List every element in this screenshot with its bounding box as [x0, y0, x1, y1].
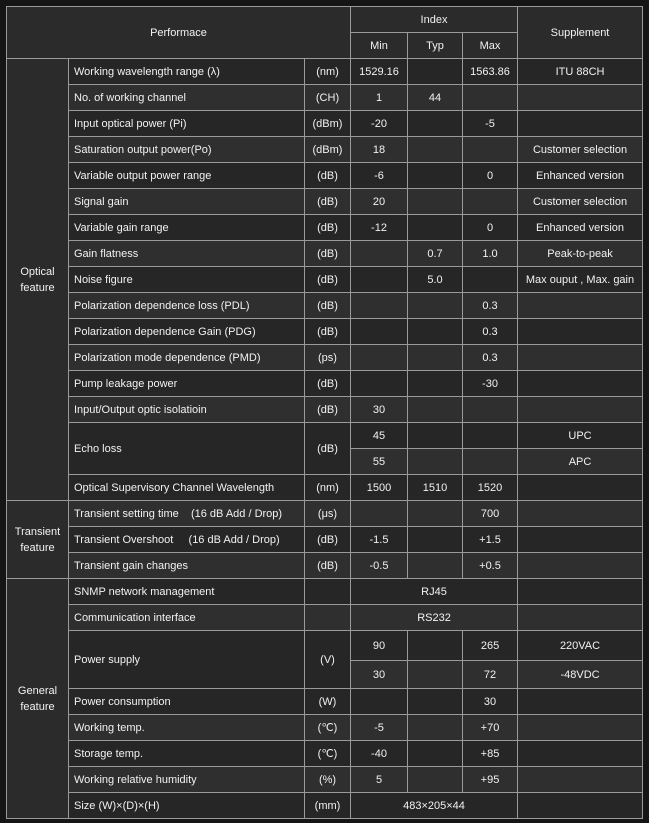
param-cell: Pump leakage power	[69, 371, 305, 397]
supplement-cell	[518, 319, 643, 345]
typ-cell	[408, 293, 463, 319]
typ-cell	[408, 767, 463, 793]
max-cell: -5	[463, 111, 518, 137]
min-cell: 5	[351, 767, 408, 793]
param-cell: No. of working channel	[69, 85, 305, 111]
max-cell: +0.5	[463, 553, 518, 579]
index-header: Index	[351, 7, 518, 33]
param-cell: Power supply	[69, 631, 305, 689]
typ-cell	[408, 741, 463, 767]
min-cell: 90	[351, 631, 408, 661]
max-cell: 700	[463, 501, 518, 527]
min-header: Min	[351, 33, 408, 59]
category-transient	[7, 501, 69, 579]
supplement-cell	[518, 793, 643, 819]
max-cell: 1.0	[463, 241, 518, 267]
max-cell: 0.3	[463, 345, 518, 371]
supplement-cell	[518, 475, 643, 501]
supplement-cell	[518, 553, 643, 579]
supplement-cell: Enhanced version	[518, 215, 643, 241]
category-transient-label: Transient feature	[14, 525, 61, 554]
typ-cell	[408, 371, 463, 397]
category-general	[7, 579, 69, 819]
min-cell: 20	[351, 189, 408, 215]
max-cell	[463, 423, 518, 449]
max-cell: 0.3	[463, 319, 518, 345]
unit-cell: (dB)	[305, 163, 351, 189]
param-cell: Working temp.	[69, 715, 305, 741]
unit-cell: (nm)	[305, 59, 351, 85]
param-cell: Variable gain range	[69, 215, 305, 241]
unit-cell: (W)	[305, 689, 351, 715]
min-cell	[351, 267, 408, 293]
param-cell: Working relative humidity	[69, 767, 305, 793]
unit-cell	[305, 579, 351, 605]
unit-cell: (ps)	[305, 345, 351, 371]
max-cell: -30	[463, 371, 518, 397]
max-cell: 1563.86	[463, 59, 518, 85]
min-cell	[351, 319, 408, 345]
typ-cell	[408, 501, 463, 527]
min-cell	[351, 689, 408, 715]
unit-cell: (dB)	[305, 189, 351, 215]
unit-cell: (dB)	[305, 241, 351, 267]
min-cell: -20	[351, 111, 408, 137]
typ-cell	[408, 631, 463, 661]
param-cell: Transient Overshoot (16 dB Add / Drop)	[69, 527, 305, 553]
param-cell: Noise figure	[69, 267, 305, 293]
max-cell: +95	[463, 767, 518, 793]
supplement-cell	[518, 345, 643, 371]
unit-cell: (dB)	[305, 371, 351, 397]
supplement-cell: -48VDC	[518, 661, 643, 689]
typ-cell	[408, 397, 463, 423]
param-cell: Transient setting time (16 dB Add / Drop)	[69, 501, 305, 527]
param-cell: Polarization dependence Gain (PDG)	[69, 319, 305, 345]
max-cell: 0	[463, 215, 518, 241]
unit-cell: (℃)	[305, 715, 351, 741]
supplement-cell	[518, 741, 643, 767]
min-cell	[351, 345, 408, 371]
max-cell	[463, 85, 518, 111]
param-cell: Storage temp.	[69, 741, 305, 767]
param-cell: SNMP network management	[69, 579, 305, 605]
unit-cell: (dB)	[305, 553, 351, 579]
typ-cell	[408, 59, 463, 85]
supplement-cell: ITU 88CH	[518, 59, 643, 85]
param-cell: Saturation output power(Po)	[69, 137, 305, 163]
param-cell: Gain flatness	[69, 241, 305, 267]
min-cell: -6	[351, 163, 408, 189]
unit-cell: (dB)	[305, 267, 351, 293]
supplement-cell	[518, 715, 643, 741]
typ-cell: 44	[408, 85, 463, 111]
typ-cell	[408, 689, 463, 715]
min-cell: 30	[351, 661, 408, 689]
unit-cell: (dB)	[305, 397, 351, 423]
supplement-cell	[518, 85, 643, 111]
min-cell	[351, 371, 408, 397]
param-cell: Signal gain	[69, 189, 305, 215]
typ-cell	[408, 449, 463, 475]
supplement-cell	[518, 579, 643, 605]
typ-cell: 0.7	[408, 241, 463, 267]
max-cell: +70	[463, 715, 518, 741]
supplement-cell: 220VAC	[518, 631, 643, 661]
param-cell: Working wavelength range (λ)	[69, 59, 305, 85]
supplement-cell	[518, 605, 643, 631]
min-cell: -40	[351, 741, 408, 767]
param-cell: Polarization mode dependence (PMD)	[69, 345, 305, 371]
max-cell: 1520	[463, 475, 518, 501]
value-cell: RS232	[351, 605, 518, 631]
max-cell: +1.5	[463, 527, 518, 553]
min-cell: 30	[351, 397, 408, 423]
unit-cell: (μs)	[305, 501, 351, 527]
max-header: Max	[463, 33, 518, 59]
unit-cell: (dBm)	[305, 111, 351, 137]
value-cell: RJ45	[351, 579, 518, 605]
typ-cell	[408, 661, 463, 689]
typ-cell: 5.0	[408, 267, 463, 293]
param-cell: Power consumption	[69, 689, 305, 715]
max-cell: 0.3	[463, 293, 518, 319]
category-general-label: General feature	[17, 684, 58, 713]
supplement-cell	[518, 397, 643, 423]
value-cell: 483×205×44	[351, 793, 518, 819]
supplement-cell	[518, 527, 643, 553]
min-cell	[351, 241, 408, 267]
param-cell: Input/Output optic isolatioin	[69, 397, 305, 423]
param-cell: Polarization dependence loss (PDL)	[69, 293, 305, 319]
unit-cell: (dB)	[305, 527, 351, 553]
param-cell: Input optical power (Pi)	[69, 111, 305, 137]
typ-header: Typ	[408, 33, 463, 59]
max-cell	[463, 189, 518, 215]
max-cell: 265	[463, 631, 518, 661]
supplement-cell: Customer selection	[518, 137, 643, 163]
typ-cell	[408, 163, 463, 189]
max-cell: +85	[463, 741, 518, 767]
unit-cell: (℃)	[305, 741, 351, 767]
typ-cell	[408, 345, 463, 371]
min-cell: 55	[351, 449, 408, 475]
max-cell: 0	[463, 163, 518, 189]
unit-cell: (nm)	[305, 475, 351, 501]
min-cell	[351, 293, 408, 319]
max-cell: 72	[463, 661, 518, 689]
supplement-cell: Enhanced version	[518, 163, 643, 189]
typ-cell	[408, 319, 463, 345]
unit-cell: (dB)	[305, 319, 351, 345]
typ-cell	[408, 527, 463, 553]
unit-cell: (%)	[305, 767, 351, 793]
unit-cell: (CH)	[305, 85, 351, 111]
min-cell: -5	[351, 715, 408, 741]
min-cell: 45	[351, 423, 408, 449]
unit-cell: (mm)	[305, 793, 351, 819]
supplement-cell	[518, 501, 643, 527]
param-cell: Optical Supervisory Channel Wavelength	[69, 475, 305, 501]
unit-cell: (dBm)	[305, 137, 351, 163]
supplement-header: Supplement	[518, 7, 643, 59]
supplement-cell	[518, 371, 643, 397]
supplement-cell: Peak-to-peak	[518, 241, 643, 267]
typ-cell	[408, 189, 463, 215]
typ-cell	[408, 137, 463, 163]
unit-cell: (dB)	[305, 423, 351, 475]
supplement-cell	[518, 111, 643, 137]
typ-cell	[408, 215, 463, 241]
category-optical	[7, 59, 69, 501]
max-cell	[463, 137, 518, 163]
performance-header: Performace	[7, 7, 351, 59]
max-cell	[463, 449, 518, 475]
param-cell: Echo loss	[69, 423, 305, 475]
unit-cell: (dB)	[305, 215, 351, 241]
param-cell: Size (W)×(D)×(H)	[69, 793, 305, 819]
unit-cell	[305, 605, 351, 631]
typ-cell	[408, 423, 463, 449]
supplement-cell: UPC	[518, 423, 643, 449]
min-cell: -0.5	[351, 553, 408, 579]
min-cell	[351, 501, 408, 527]
spec-table	[6, 6, 643, 819]
max-cell	[463, 267, 518, 293]
min-cell: -12	[351, 215, 408, 241]
max-cell	[463, 397, 518, 423]
unit-cell: (dB)	[305, 293, 351, 319]
param-cell: Transient gain changes	[69, 553, 305, 579]
category-optical-label: Optical feature	[20, 265, 55, 294]
supplement-cell	[518, 767, 643, 793]
min-cell: 1529.16	[351, 59, 408, 85]
min-cell: -1.5	[351, 527, 408, 553]
min-cell: 1	[351, 85, 408, 111]
min-cell: 18	[351, 137, 408, 163]
param-cell: Variable output power range	[69, 163, 305, 189]
typ-cell: 1510	[408, 475, 463, 501]
unit-cell: (V)	[305, 631, 351, 689]
supplement-cell: Max ouput , Max. gain	[518, 267, 643, 293]
min-cell: 1500	[351, 475, 408, 501]
supplement-cell	[518, 689, 643, 715]
supplement-cell: APC	[518, 449, 643, 475]
supplement-cell	[518, 293, 643, 319]
supplement-cell: Customer selection	[518, 189, 643, 215]
typ-cell	[408, 553, 463, 579]
param-cell: Communication interface	[69, 605, 305, 631]
typ-cell	[408, 111, 463, 137]
max-cell: 30	[463, 689, 518, 715]
typ-cell	[408, 715, 463, 741]
